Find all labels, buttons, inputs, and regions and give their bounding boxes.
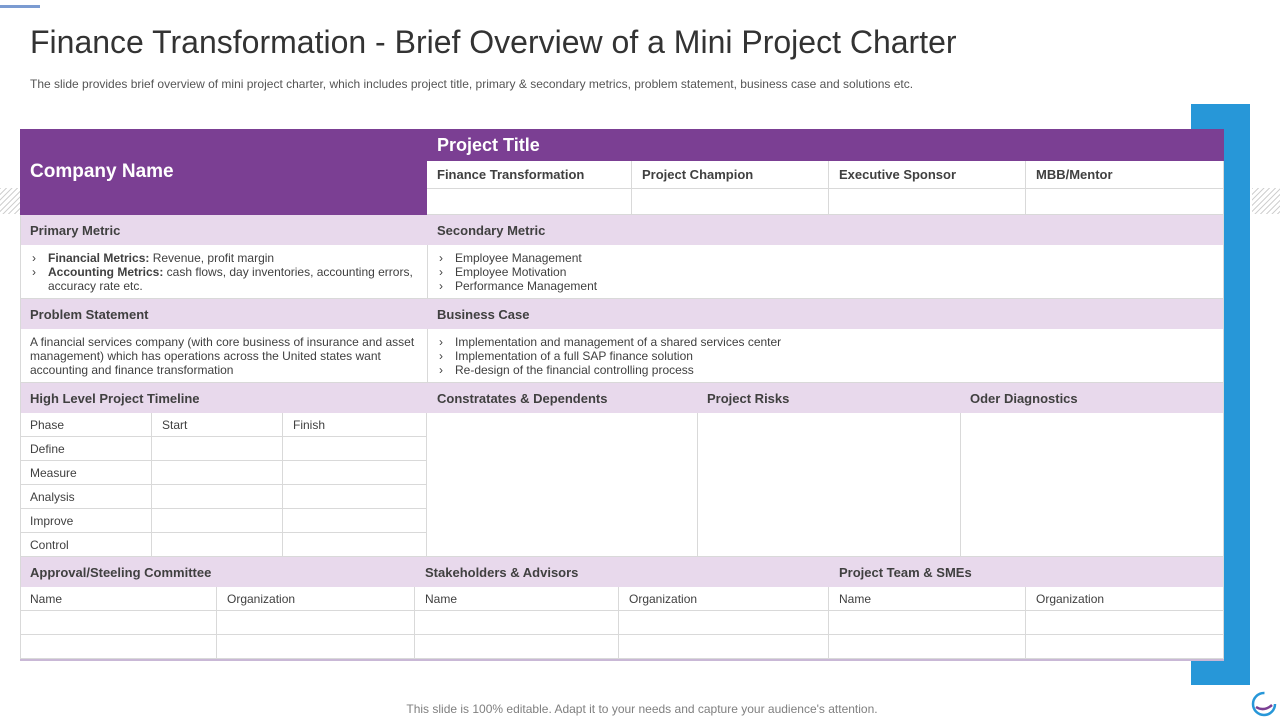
timeline-cell (283, 437, 427, 461)
project-charter-table (20, 129, 1224, 661)
corner-accent-line (0, 5, 40, 8)
bottom-cell (415, 635, 619, 659)
slide-title: Finance Transformation - Brief Overview of a Mini Project Charter (30, 24, 957, 60)
timeline-phase-improve: Improve (20, 509, 152, 533)
approval-col-name: Name (20, 587, 217, 611)
timeline-col-phase: Phase (20, 413, 152, 437)
company-name: Company Name (30, 161, 174, 182)
timeline-col-start: Start (152, 413, 283, 437)
divider (427, 245, 428, 299)
slide-footer: This slide is 100% editable. Adapt it to your needs and capture your audience's attention. (406, 702, 878, 716)
bottom-cell (415, 611, 619, 635)
secondary-metric-header: Secondary Metric (427, 215, 1224, 245)
team-col-name: Name (829, 587, 1026, 611)
bottom-cell (1026, 635, 1224, 659)
divider (427, 556, 1224, 557)
timeline-cell (152, 509, 283, 533)
header-value-cell (632, 189, 829, 215)
company-name-block (20, 129, 427, 215)
header-col-mbb-mentor: MBB/Mentor (1026, 161, 1224, 189)
timeline-cell (152, 461, 283, 485)
timeline-cell (283, 485, 427, 509)
business-case-item: › Implementation of a full SAP finance solution (437, 349, 1217, 363)
constraints-header: Constratates & Dependents (427, 383, 697, 413)
right-hatch-decoration (1252, 188, 1280, 214)
header-value-cell (829, 189, 1026, 215)
project-team-header: Project Team & SMEs (829, 557, 1224, 587)
header-value-cell (1026, 189, 1224, 215)
left-hatch-decoration (0, 188, 20, 214)
business-case-header: Business Case (427, 299, 1224, 329)
timeline-phase-define: Define (20, 437, 152, 461)
bottom-cell (217, 611, 415, 635)
stakeholders-header: Stakeholders & Advisors (415, 557, 829, 587)
bottom-cell (20, 635, 217, 659)
team-col-organization: Organization (1026, 587, 1224, 611)
primary-metric-item: › Accounting Metrics: cash flows, day inventories, accounting errors, accuracy rate etc. (30, 265, 422, 293)
timeline-cell (152, 437, 283, 461)
header-col-finance-transformation: Finance Transformation (427, 161, 632, 189)
timeline-cell (283, 509, 427, 533)
business-case-content (437, 335, 1217, 377)
table-right-border (1223, 215, 1224, 659)
primary-metric-header: Primary Metric (20, 215, 427, 245)
timeline-header: High Level Project Timeline (20, 383, 427, 413)
divider (697, 413, 698, 557)
timeline-cell (152, 485, 283, 509)
secondary-metric-content (437, 251, 1217, 293)
bottom-cell (20, 611, 217, 635)
timeline-cell (283, 533, 427, 557)
business-case-item: › Implementation and management of a shared services center (437, 335, 1217, 349)
divider (20, 298, 1224, 299)
primary-metric-content (30, 251, 422, 293)
slide-subtitle: The slide provides brief overview of mini project charter, which includes project title, primary & secondary metrics, problem statement, business case and solutions etc. (30, 77, 914, 91)
bottom-cell (619, 611, 829, 635)
approval-committee-header: Approval/Steeling Committee (20, 557, 415, 587)
business-case-item: › Re-design of the financial controlling process (437, 363, 1217, 377)
project-title-bar (427, 129, 1224, 161)
timeline-phase-measure: Measure (20, 461, 152, 485)
approval-col-organization: Organization (217, 587, 415, 611)
stakeholders-col-name: Name (415, 587, 619, 611)
header-col-executive-sponsor: Executive Sponsor (829, 161, 1026, 189)
divider (960, 413, 961, 557)
divider (427, 329, 428, 383)
table-left-border (20, 215, 21, 659)
bottom-cell (619, 635, 829, 659)
project-title: Project Title (437, 135, 540, 155)
timeline-cell (152, 533, 283, 557)
timeline-col-finish: Finish (283, 413, 427, 437)
bottom-cell (829, 635, 1026, 659)
problem-statement-header: Problem Statement (20, 299, 427, 329)
secondary-metric-item: › Employee Motivation (437, 265, 1217, 279)
stakeholders-col-organization: Organization (619, 587, 829, 611)
timeline-phase-control: Control (20, 533, 152, 557)
bottom-cell (1026, 611, 1224, 635)
bottom-cell (829, 611, 1026, 635)
problem-statement-text: A financial services company (with core business of insurance and asset management) which has operations across the United states want accounting and finance transformation (30, 335, 415, 377)
header-value-cell (427, 189, 632, 215)
bottom-cell (217, 635, 415, 659)
header-col-project-champion: Project Champion (632, 161, 829, 189)
diagnostics-header: Oder Diagnostics (960, 383, 1224, 413)
secondary-metric-item: › Employee Management (437, 251, 1217, 265)
timeline-cell (283, 461, 427, 485)
primary-metric-item: › Financial Metrics: Revenue, profit margin (30, 251, 422, 265)
secondary-metric-item: › Performance Management (437, 279, 1217, 293)
risks-header: Project Risks (697, 383, 960, 413)
timeline-phase-analysis: Analysis (20, 485, 152, 509)
divider (20, 382, 1224, 383)
